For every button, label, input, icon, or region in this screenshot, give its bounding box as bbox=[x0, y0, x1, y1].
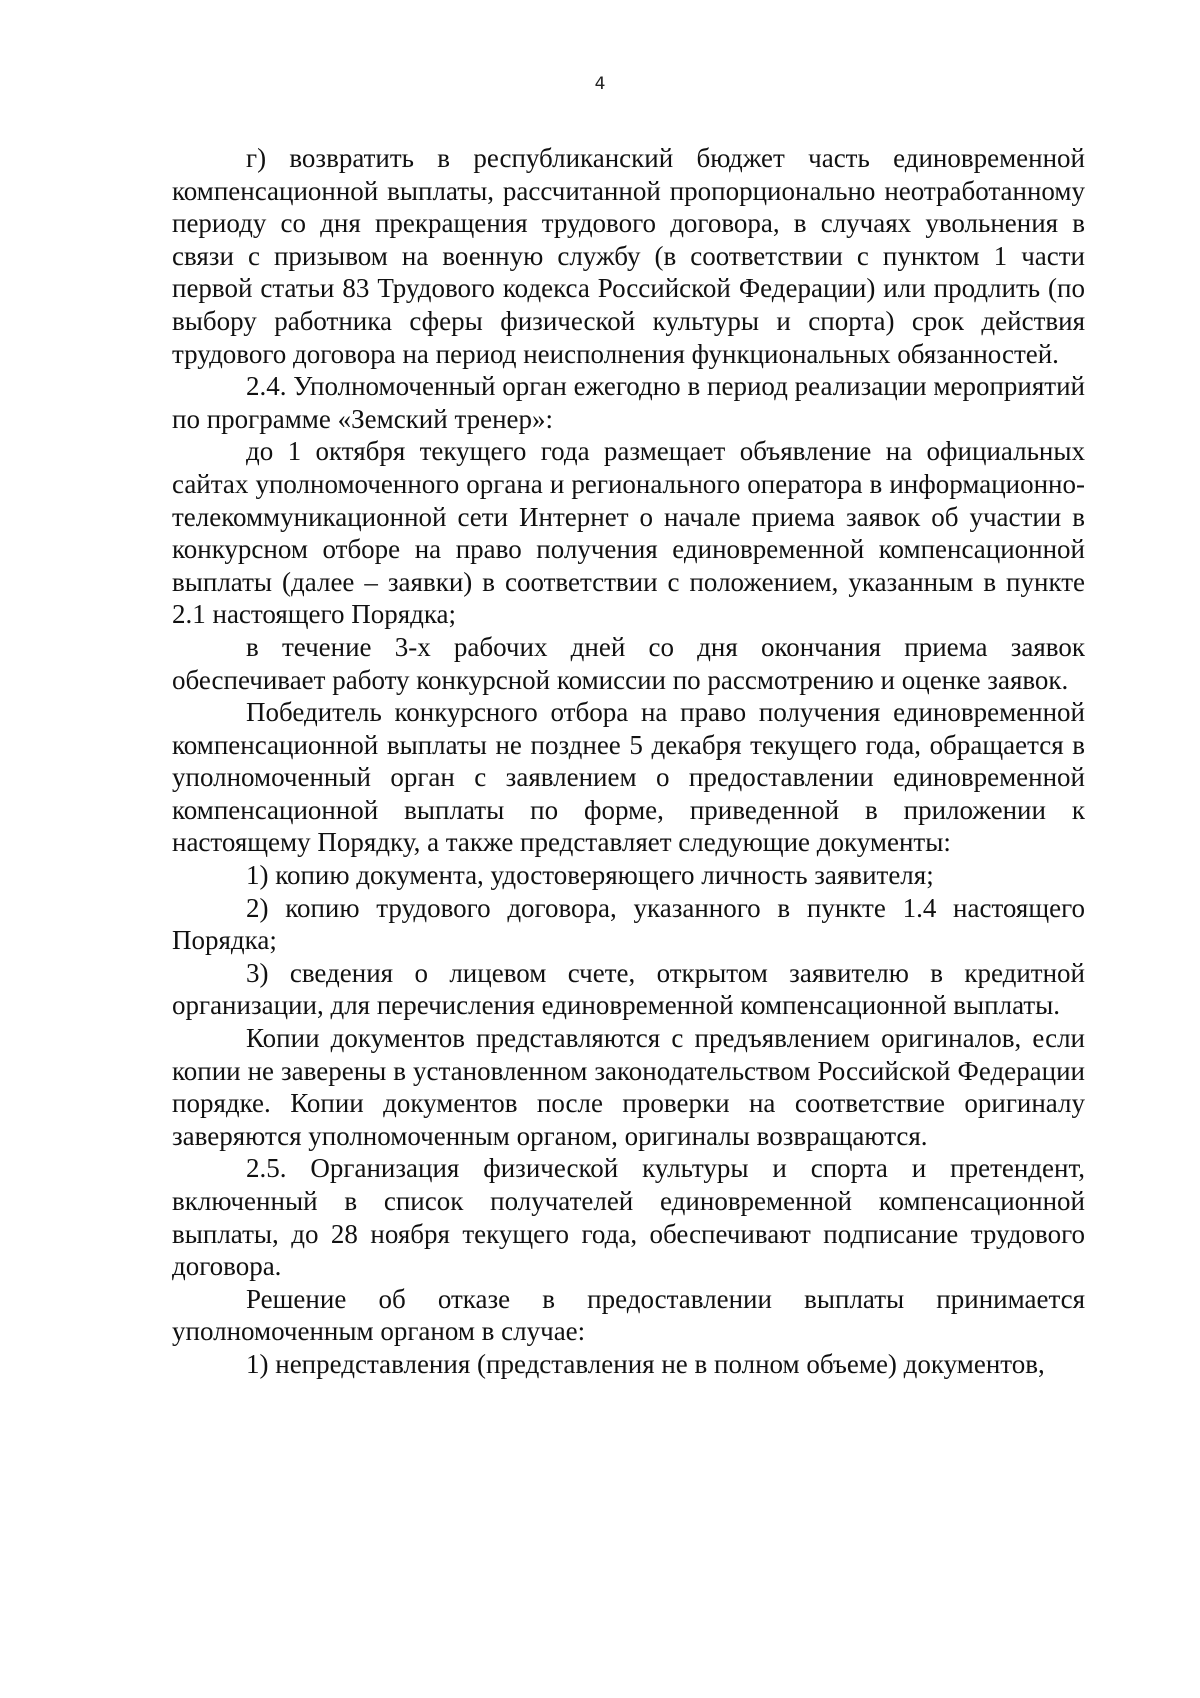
list-item-contract-copy: 2) копию трудового договора, указанного в пункте 1.4 настоящего Порядка; bbox=[172, 892, 1085, 956]
paragraph-2-5: 2.5. Организация физической культуры и спорта и претендент, включенный в список получателей единовременной компенсационной выплаты, до 28 ноября текущего года, обеспечивают подписание трудового договора. bbox=[172, 1153, 1085, 1282]
list-item-account-info: 3) сведения о лицевом счете, открытом заявителю в кредитной организации, для перечисления единовременной компенсационной выплаты. bbox=[172, 957, 1085, 1021]
document-body bbox=[172, 142, 1085, 1381]
paragraph-copies: Копии документов представляются с предъявлением оригиналов, если копии не заверены в установленном законодательством Российской Федерации порядке. Копии документов после проверки на соответствие оригиналу заверяются уполномоченным органом, оригиналы возвращаются. bbox=[172, 1023, 1085, 1151]
paragraph-return-budget: г) возвратить в республиканский бюджет часть единовременной компенсационной выплаты, рассчитанной пропорционально неотработанному периоду со дня прекращения трудового договора, в случаях увольнения в связи с призывом на военную службу (в соответствии с пунктом 1 части первой статьи 83 Трудового кодекса Российской Федерации) или продлить (по выбору работника сферы физической культуры и спорта) срок действия трудового договора на период неисполнения функциональных обязанностей. bbox=[172, 143, 1085, 369]
list-item-non-submission: 1) непредставления (представления не в полном объеме) документов, bbox=[246, 1348, 1045, 1379]
paragraph-2-4-heading: 2.4. Уполномоченный орган ежегодно в период реализации мероприятий по программе «Земский тренер»: bbox=[172, 371, 1085, 434]
paragraph-winner: Победитель конкурсного отбора на право получения единовременной компенсационной выплаты не позднее 5 декабря текущего года, обращается в уполномоченный орган с заявлением о предоставлении единовременной компенсационной выплаты по форме, приведенной в приложении к настоящему Порядку, а также представляет следующие документы: bbox=[172, 697, 1085, 858]
list-item-id-copy: 1) копию документа, удостоверяющего личность заявителя; bbox=[246, 860, 934, 891]
paragraph-refusal: Решение об отказе в предоставлении выплаты принимается уполномоченным органом в случае: bbox=[172, 1283, 1085, 1347]
paragraph-commission: в течение 3-х рабочих дней со дня окончания приема заявок обеспечивает работу конкурсной комиссии по рассмотрению и оценке заявок. bbox=[172, 631, 1085, 695]
page-number: 4 bbox=[594, 74, 606, 94]
paragraph-announcement: до 1 октября текущего года размещает объявление на официальных сайтах уполномоченного органа и регионального оператора в информационно-телекоммуникационной сети Интернет о начале приема заявок об участии в конкурсном отборе на право получения единовременной компенсационной выплаты (далее – заявки) в соответствии с положением, указанным в пункте 2.1 настоящего Порядка; bbox=[172, 436, 1085, 630]
